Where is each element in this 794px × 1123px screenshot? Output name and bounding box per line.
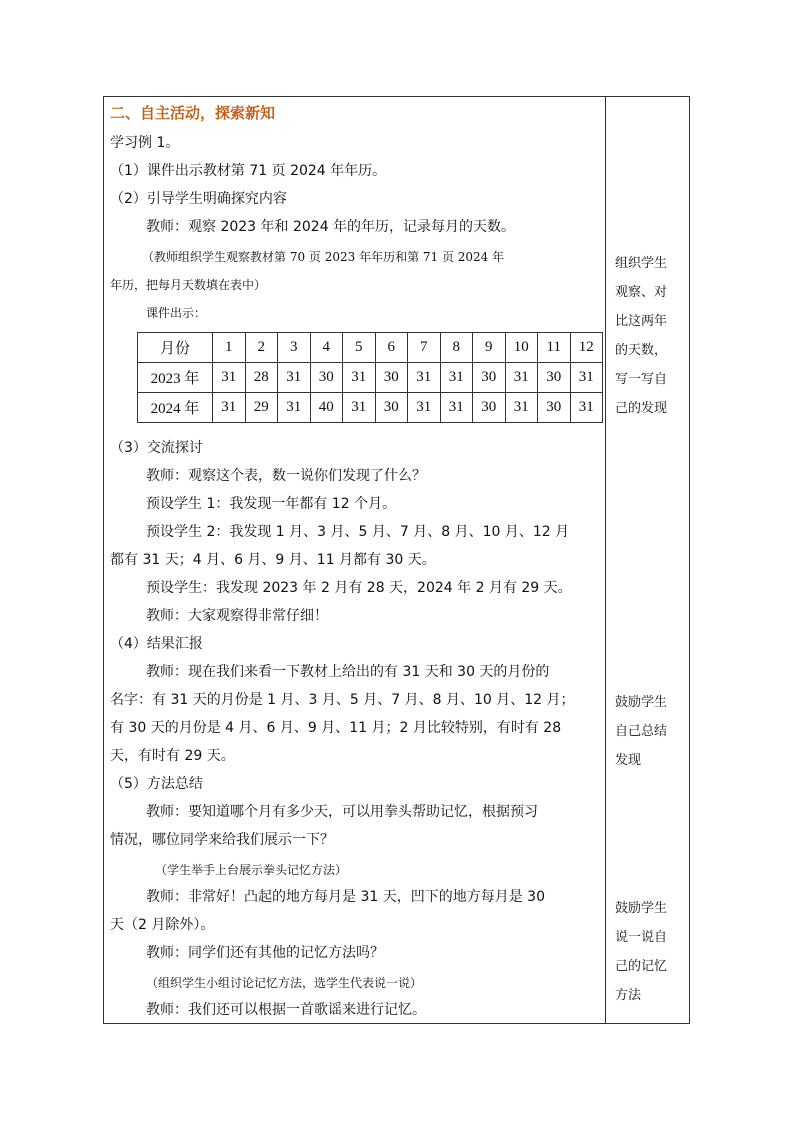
line-teacher-observe: 教师：观察 2023 年和 2024 年的年历，记录每月的天数。: [146, 219, 516, 235]
line-method-4: 天（2 月除外）。: [110, 917, 215, 933]
day-cell: 30: [538, 393, 571, 423]
side-note-2: [615, 688, 685, 775]
side-note-line: 组织学生: [615, 256, 668, 271]
day-cell: 30: [473, 363, 506, 393]
side-note-line: 比这两年: [615, 314, 668, 329]
line-method-5: 教师：同学们还有其他的记忆方法吗？: [146, 945, 384, 961]
month-cell: 1: [213, 333, 246, 363]
line-example: 学习例 1。: [110, 135, 180, 151]
day-cell: 30: [375, 393, 408, 423]
line-student-3: 预设学生：我发现 2023 年 2 月有 28 天，2024 年 2 月有 29 天。: [146, 580, 572, 596]
side-note-line: 自己总结: [615, 724, 668, 739]
line-note-1: （教师组织学生观察教材第 70 页 2023 年年历和第 71 页 2024 年: [142, 250, 505, 264]
month-cell: 7: [408, 333, 441, 363]
side-note-line: 鼓励学生: [615, 695, 668, 710]
day-cell: 31: [408, 393, 441, 423]
side-note-line: 写一写自: [615, 372, 668, 387]
day-cell: 31: [440, 363, 473, 393]
table-header-label: 月份: [138, 333, 213, 363]
day-cell: 28: [245, 363, 278, 393]
line-courseware: 课件出示：: [146, 306, 207, 320]
side-note-line: 说一说自: [615, 930, 668, 945]
row-label: 2024 年: [138, 393, 213, 423]
section-title: 二、自主活动，探索新知: [110, 104, 276, 122]
line-note-2: 年历，把每月天数填在表中）: [110, 278, 267, 292]
line-report-4: 天，有时有 29 天。: [110, 748, 235, 764]
table-row-2024: [138, 393, 603, 423]
day-cell: 31: [278, 393, 311, 423]
day-cell: 31: [505, 393, 538, 423]
side-note-line: 发现: [615, 753, 642, 768]
day-cell: 30: [375, 363, 408, 393]
month-cell: 9: [473, 333, 506, 363]
line-method-6: 教师：我们还可以根据一首歌谣来进行记忆。: [146, 1002, 426, 1018]
side-note-1: [615, 249, 685, 423]
line-step-3: （3）交流探讨: [110, 440, 203, 456]
line-note-3: （学生举手上台展示拳头记忆方法）: [155, 863, 348, 877]
day-cell: 31: [213, 393, 246, 423]
line-note-4: （组织学生小组讨论记忆方法，选学生代表说一说）: [146, 976, 423, 990]
table-row-2023: [138, 363, 603, 393]
line-report-1: 教师：现在我们来看一下教材上给出的有 31 天和 30 天的月份的: [146, 664, 550, 680]
line-teacher-ask: 教师：观察这个表，数一说你们发现了什么？: [146, 468, 426, 484]
column-divider: [605, 96, 606, 1024]
month-days-table: [137, 332, 603, 423]
month-cell: 8: [440, 333, 473, 363]
month-cell: 12: [570, 333, 603, 363]
side-note-line: 方法: [615, 988, 642, 1003]
side-note-line: 己的记忆: [615, 959, 668, 974]
day-cell: 30: [538, 363, 571, 393]
row-label: 2023 年: [138, 363, 213, 393]
month-cell: 6: [375, 333, 408, 363]
line-report-2: 名字：有 31 天的月份是 1 月、3 月、5 月、7 月、8 月、10 月、12 月；: [110, 692, 575, 708]
side-note-line: 的天数，: [615, 343, 668, 358]
day-cell: 31: [440, 393, 473, 423]
line-method-1: 教师：要知道哪个月有多少天，可以用拳头帮助记忆，根据预习: [146, 804, 538, 820]
day-cell: 31: [505, 363, 538, 393]
line-step-2: （2）引导学生明确探究内容: [110, 191, 287, 207]
line-method-3: 教师：非常好！凸起的地方每月是 31 天，凹下的地方每月是 30: [146, 889, 545, 905]
day-cell: 29: [245, 393, 278, 423]
day-cell: 30: [310, 363, 343, 393]
line-student-1: 预设学生 1：我发现一年都有 12 个月。: [146, 496, 397, 512]
line-step-5: （5）方法总结: [110, 776, 203, 792]
line-report-3: 有 30 天的月份是 4 月、6 月、9 月、11 月；2 月比较特别，有时有 28: [110, 720, 562, 736]
day-cell: 31: [570, 393, 603, 423]
month-cell: 2: [245, 333, 278, 363]
month-cell: 4: [310, 333, 343, 363]
table-header-row: [138, 333, 603, 363]
line-teacher-praise: 教师：大家观察得非常仔细！: [146, 608, 328, 624]
day-cell: 31: [278, 363, 311, 393]
month-cell: 11: [538, 333, 571, 363]
side-note-3: [615, 894, 685, 1010]
day-cell: 31: [408, 363, 441, 393]
side-note-line: 鼓励学生: [615, 901, 668, 916]
month-cell: 3: [278, 333, 311, 363]
month-cell: 10: [505, 333, 538, 363]
line-method-2: 情况，哪位同学来给我们展示一下？: [110, 832, 334, 848]
line-step-4: （4）结果汇报: [110, 636, 203, 652]
day-cell: 31: [343, 393, 376, 423]
day-cell: 31: [570, 363, 603, 393]
line-student-2a: 预设学生 2：我发现 1 月、3 月、5 月、7 月、8 月、10 月、12 月: [146, 524, 570, 540]
side-note-line: 己的发现: [615, 401, 668, 416]
month-cell: 5: [343, 333, 376, 363]
day-cell: 31: [343, 363, 376, 393]
line-student-2b: 都有 31 天；4 月、6 月、9 月、11 月都有 30 天。: [110, 552, 436, 568]
line-step-1: （1）课件出示教材第 71 页 2024 年年历。: [110, 163, 387, 179]
side-note-line: 观察、对: [615, 285, 668, 300]
day-cell: 30: [473, 393, 506, 423]
day-cell: 40: [310, 393, 343, 423]
day-cell: 31: [213, 363, 246, 393]
